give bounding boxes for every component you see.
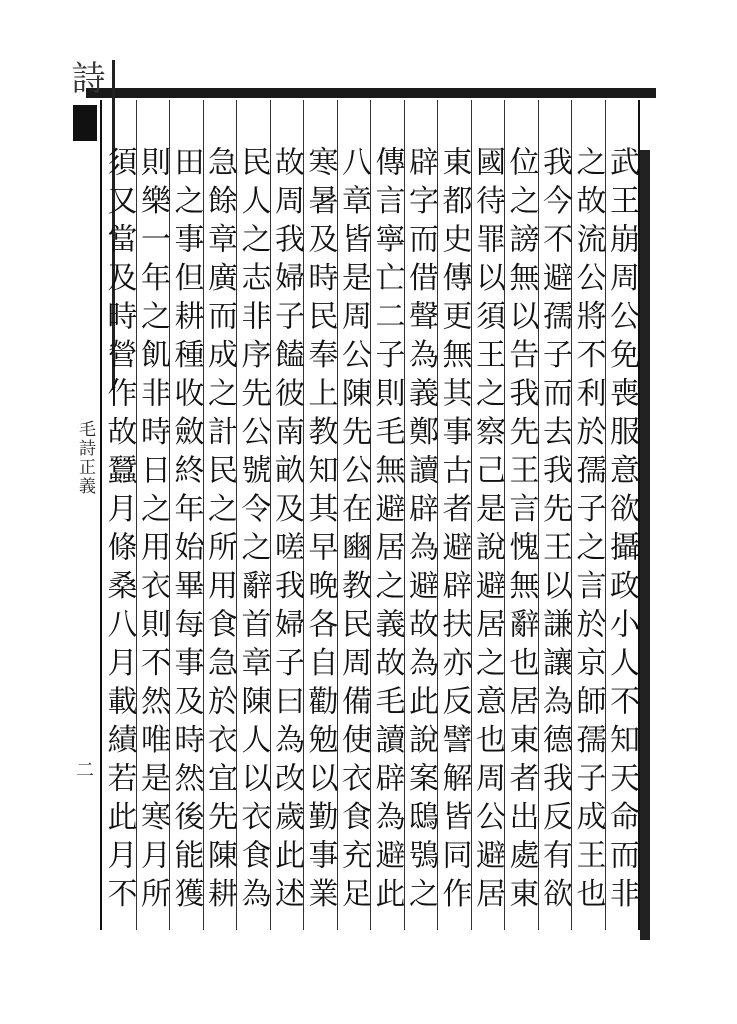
header-dark-block [73, 105, 97, 141]
text-column: 故周我婦子饁彼南畝及嗟我婦子曰為改歲此述 [270, 100, 304, 930]
scan-shadow-right [640, 150, 650, 940]
main-text-block [100, 100, 640, 930]
text-column: 武王崩周公免喪服意欲攝政小人不知天命而非 [605, 100, 639, 930]
text-column: 八章皆是周公陳先公在豳教民周備使衣食充足 [337, 100, 371, 930]
text-column: 民人之志非序先公號令之辭首章陳人以衣食為 [236, 100, 270, 930]
text-column: 則樂一年之飢非時日之用衣則不然唯是寒月所 [136, 100, 170, 930]
header-fragment-text: 詩 [65, 60, 105, 94]
text-column: 傳言寧亡二子則毛無避居之義故毛讀辟為避此 [370, 100, 404, 930]
text-column: 田之事但耕種收斂終年始畢每事及時然後能獲 [169, 100, 203, 930]
text-column: 之故流公將不利於孺子之言於京師孺子成王也 [571, 100, 605, 930]
text-column: 寒暑及時民奉上教知其早晚各自勸勉以勤事業 [303, 100, 337, 930]
text-column: 急餘章廣而成之計民之所用食急於衣宜先陳耕 [203, 100, 237, 930]
scan-border-top [86, 88, 656, 98]
text-column: 位之謗無以告我先王言愧無辭也居東者出處東 [504, 100, 538, 930]
margin-title: 毛詩正義 [75, 420, 95, 496]
text-column: 我今不避孺子而去我先王以謙讓為德我反有欲 [538, 100, 572, 930]
text-column: 辟字而借聲為義鄭讀辟為避故為此說案鴟鴞之 [404, 100, 438, 930]
text-column: 須又當及時營作故蠶月條桑八月載績若此月不 [101, 146, 137, 916]
text-column: 國待罪以須王之察己是說避居之意也周公避居 [471, 100, 505, 930]
text-column: 東都史傳更無其事古者避辟扶亦反譬解皆同作 [437, 100, 471, 930]
page-number: 二 [73, 760, 94, 778]
